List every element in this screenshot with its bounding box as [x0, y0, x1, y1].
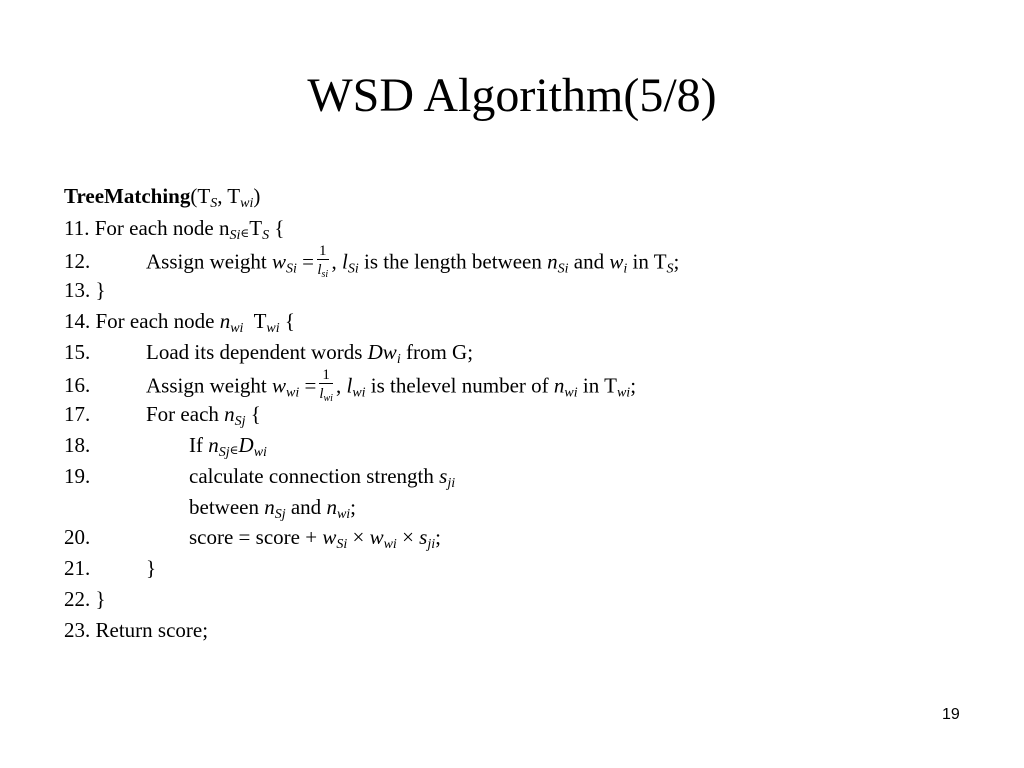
code-line-21: 21. }	[64, 556, 157, 580]
code-line-23: 23. Return score;	[64, 618, 209, 642]
slide-title: WSD Algorithm(5/8)	[307, 69, 717, 122]
code-line-12: 12. Assign weight $w_{Si}$ = $\frac{1}{l_{si}}$ , $l_{Si}$ is the length between $n_{Si}$ and $w_i$ in $T_S$;	[64, 243, 680, 280]
code-line-14: 14. For each node $n_{wi}$ $T_{wi}$ {	[64, 309, 295, 336]
code-line-16: 16. Assign weight $w_{wi}$ = $\frac{1}{l_{wi}}$ , $l_{wi}$ is thelevel number of $n_{wi}$ in $T_{wi}$;	[64, 367, 637, 404]
fraction-1-over-lwi: $\frac{1}{l_{wi}}$	[319, 367, 333, 404]
code-line-22: 22. }	[64, 587, 106, 611]
code-line-19-continued: between $n_{Sj}$ and $n_{wi}$;	[189, 495, 357, 522]
code-line-header: $TreeMatching(T_S$, $T_{wi}$)	[64, 184, 261, 211]
function-name: TreeMatching	[64, 184, 191, 208]
code-line-19: 19. calculate connection strength $s_{ji}$	[64, 464, 456, 491]
page-number: 19	[942, 706, 960, 723]
code-line-11: 11. For each node $n_{Si\in}T_S$ {	[64, 216, 285, 243]
code-line-18: 18. If $n_{Sj\in}D_{wi}$	[64, 433, 267, 460]
code-line-20: 20. score = score + $w_{Si} \times w_{wi} \times s_{ji}$;	[64, 525, 441, 552]
fraction-1-over-lsi: $\frac{1}{l_{si}}$	[317, 243, 329, 280]
code-line-15: 15. Load its dependent words $Dw_i$ from G;	[64, 340, 474, 367]
code-line-17: 17. For each $n_{Sj}$ {	[64, 402, 261, 429]
code-line-13: 13. }	[64, 278, 106, 302]
